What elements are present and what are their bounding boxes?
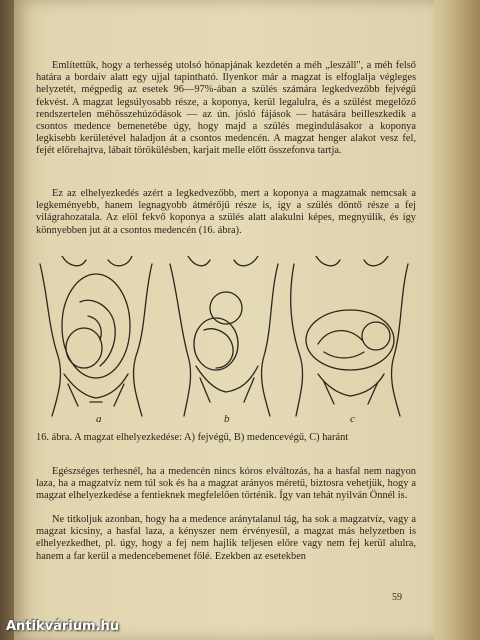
figure-b-drawing — [170, 256, 278, 416]
figure-a-drawing — [40, 256, 152, 416]
backdrop-right — [434, 0, 480, 640]
body-text-fourth — [36, 514, 416, 563]
body-text-top — [36, 60, 416, 158]
figure-label-c: c — [350, 413, 355, 425]
page-number: 59 — [392, 592, 402, 603]
body-text-second — [36, 188, 416, 237]
illustration-svg — [28, 256, 420, 426]
paragraph: Említettük, hogy a terhesség utolsó hónapjának kezdetén a méh „leszáll", a méh felső határa a bordaív alatt egy ujjal tapintható. Ilyenkor már a magzat is elfoglalja végleges helyzetét, mégpedig az esetek 96—97%-ában a szülés számára legkedvezőbb fejvégű fekvést. A magzat legsúlyosabb része, a koponya, kerül legalulra, és a szülést megelőző rendszertelen méhösszehúzódások — az ún. jósló fájások — hatására beilleszkedik a csontos medence bemenetébe úgy, hogy majd a szülés megindulásakor a koponya legkisebb kerületével haladjon át a csontos medencén. A magzat henger alakot vesz fel, fejét előrehajtva, lábait törökülésben, karjait melle előtt összefonva tartja. — [36, 60, 416, 157]
paragraph: Ne titkoljuk azonban, hogy ha a medence aránytalanul tág, ha sok a magzatvíz, vagy a magzat kicsiny, a hasfal laza, a kényszer nem érvényesül, a magzat más helyzetben is elhelyezkedhet, pl. úgy, hogy a fej nem hajlik teljesen előre vagy nem fej kerül alulra, hanem a far kerül a medencebemenet fölé. Ezekben az esetekben — [36, 514, 416, 562]
paragraph: Ez az elhelyezkedés azért a legkedvezőbb, mert a koponya a magzatnak nemcsak a legkeményebb, hanem legnagyobb átmérőjű része is, így a szülés döntő része a fej világrahozatala. Az elöl fekvő koponya a szülés alatt alakulni képes, megnyúlik, és így könnyebben jut át a csontos medencén (16. ábra). — [36, 188, 416, 236]
figure-label-a: a — [96, 413, 102, 425]
paragraph: Egészséges terhesnél, ha a medencén nincs kóros elváltozás, ha a hasfal nem nagyon laza, ha a magzatvíz nem túl sok és ha a magzat arányos méretű, biztosra vehetjük, hogy a magzat elhelyezkedése a fentieknek megfelelően történik. Így van tehát nyilván Önnél is. — [36, 466, 416, 502]
figure-caption: 16. ábra. A magzat elhelyezkedése: A) fejvégű, B) medencevégű, C) haránt — [36, 432, 349, 443]
figure-label-b: b — [224, 413, 230, 425]
watermark-logo: Antikvárium.hu — [6, 619, 119, 634]
fetal-position-illustration — [28, 256, 420, 426]
figure-c-drawing — [291, 256, 408, 416]
body-text-third — [36, 466, 416, 503]
